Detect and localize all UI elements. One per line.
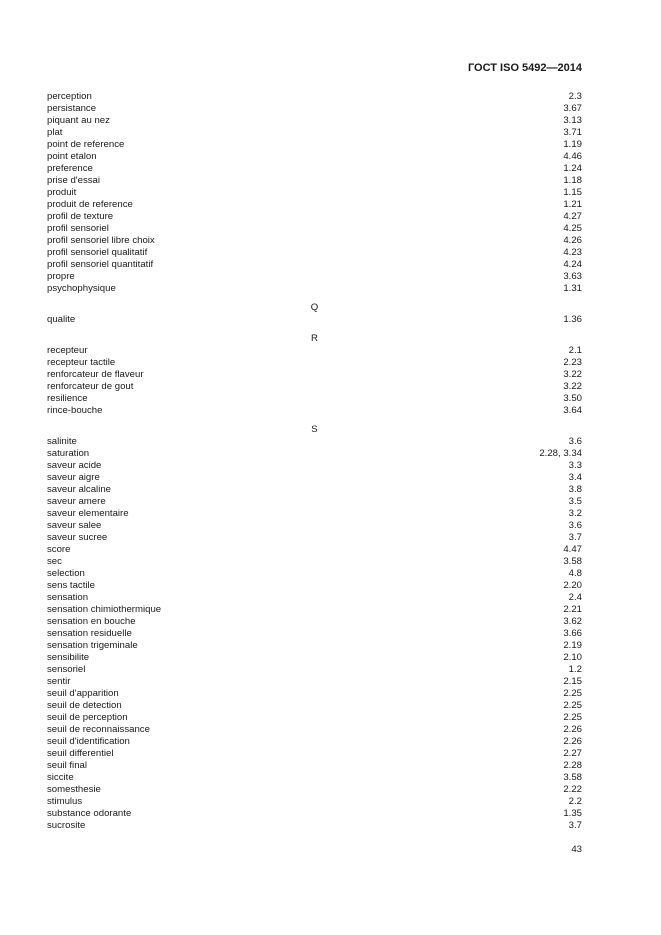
index-reference: 1.21 [563,199,582,210]
index-term: preference [47,163,93,174]
index-entry [47,314,582,326]
index-reference: 4.27 [563,211,582,222]
index-term: seuil differentiel [47,748,114,759]
index-entry [47,652,582,664]
index-term: salinite [47,436,77,447]
index-entry [47,235,582,247]
index-reference: 2.21 [563,604,582,615]
index-reference: 2.28 [563,760,582,771]
index-entry [47,91,582,103]
index-entry [47,712,582,724]
index-term: siccite [47,772,74,783]
index-reference: 1.36 [563,314,582,325]
index-reference: 3.58 [563,772,582,783]
index-term: seuil de detection [47,700,122,711]
index-reference: 3.71 [563,127,582,138]
index-reference: 3.6 [568,520,582,531]
index-entry [47,532,582,544]
index-term: rince-bouche [47,405,103,416]
index-reference: 4.8 [568,568,582,579]
index-term: seuil d'apparition [47,688,119,699]
index-reference: 2.27 [563,748,582,759]
index-entry [47,187,582,199]
index-entry [47,393,582,405]
index-reference: 2.4 [568,592,582,603]
index-reference: 3.50 [563,393,582,404]
index-entry [47,736,582,748]
index-term: recepteur tactile [47,357,116,368]
index-term: stimulus [47,796,83,807]
index-reference: 2.19 [563,640,582,651]
letter-text: Q [310,302,319,313]
index-term: saveur aigre [47,472,100,483]
index-term: sens tactile [47,580,95,591]
index-term: perception [47,91,92,102]
index-term: propre [47,271,75,282]
index-term: saveur sucree [47,532,108,543]
index-term: renforcateur de gout [47,381,134,392]
index-entry [47,381,582,393]
index-entry [47,259,582,271]
index-reference: 2.1 [568,345,582,356]
index-entry [47,640,582,652]
index-entry [47,724,582,736]
index-term: profil de texture [47,211,114,222]
index-term: seuil de reconnaissance [47,724,150,735]
index-entry [47,211,582,223]
index-entry [47,580,582,592]
index-term: psychophysique [47,283,116,294]
index-reference: 2.28, 3.34 [539,448,582,459]
index-reference: 1.24 [563,163,582,174]
index-entry [47,127,582,139]
index-entry [47,247,582,259]
index-reference: 3.4 [568,472,582,483]
index-reference: 3.8 [568,484,582,495]
index-reference: 4.25 [563,223,582,234]
index-reference: 4.46 [563,151,582,162]
index-term: sensation trigeminale [47,640,138,651]
index-reference: 3.6 [568,436,582,447]
index-reference: 2.25 [563,688,582,699]
index-entry [47,520,582,532]
index-reference: 3.64 [563,405,582,416]
index-entry [47,460,582,472]
index-term: substance odorante [47,808,132,819]
page-number: 43 [571,844,582,855]
index-term: sensibilite [47,652,90,663]
index-term: profil sensoriel qualitatif [47,247,148,258]
index-entry [47,796,582,808]
index-term: produit de reference [47,199,133,210]
index-entry [47,448,582,460]
index-term: profil sensoriel [47,223,109,234]
index-entry [47,556,582,568]
index-entry [47,760,582,772]
letter-text: S [311,424,318,435]
index-entry [47,151,582,163]
index-reference: 1.31 [563,283,582,294]
index-reference: 2.25 [563,712,582,723]
index-entry [47,628,582,640]
index-entry [47,163,582,175]
index-entry [47,604,582,616]
index-reference: 3.58 [563,556,582,567]
index-term: saveur acide [47,460,102,471]
index-term: sec [47,556,62,567]
index-entry [47,103,582,115]
index-term: point etalon [47,151,97,162]
index-entry [47,676,582,688]
index-entry [47,700,582,712]
index-reference: 3.2 [568,508,582,519]
index-reference: 4.24 [563,259,582,270]
index-reference: 2.20 [563,580,582,591]
index-reference: 3.7 [568,820,582,831]
index-term: selection [47,568,85,579]
index-reference: 2.22 [563,784,582,795]
index-term: produit [47,187,77,198]
index-entry [47,484,582,496]
index-term: resilience [47,393,88,404]
index-entry [47,808,582,820]
index-reference: 2.15 [563,676,582,687]
index-term: plat [47,127,63,138]
index-term: saveur alcaline [47,484,111,495]
index-term: point de reference [47,139,125,150]
index-entry [47,664,582,676]
index-entry [47,496,582,508]
index-term: profil sensoriel quantitatif [47,259,154,270]
index-term: piquant au nez [47,115,110,126]
index-term: sentir [47,676,71,687]
index-term: sensoriel [47,664,86,675]
index-entry [47,369,582,381]
index-letter-heading [47,333,582,345]
index-reference: 2.3 [568,91,582,102]
index-reference: 2.2 [568,796,582,807]
index-term: sensation chimiothermique [47,604,162,615]
index-reference: 3.22 [563,369,582,380]
index-entry [47,345,582,357]
index-reference: 2.26 [563,724,582,735]
index-term: somesthesie [47,784,101,795]
index-entry [47,508,582,520]
index-term: saturation [47,448,90,459]
index-term: saveur salee [47,520,102,531]
index-reference: 4.47 [563,544,582,555]
index-term: sensation [47,592,89,603]
index-entry [47,357,582,369]
index-term: seuil final [47,760,87,771]
index-term: sensation residuelle [47,628,132,639]
index-letter-heading [47,302,582,314]
index-term: qualite [47,314,76,325]
index-term: score [47,544,71,555]
index-reference: 3.3 [568,460,582,471]
alphabetical-index [47,91,582,832]
index-entry [47,472,582,484]
index-entry [47,748,582,760]
index-term: saveur amere [47,496,106,507]
index-reference: 3.63 [563,271,582,282]
index-term: sucrosite [47,820,86,831]
index-term: prise d'essai [47,175,101,186]
index-term: seuil de perception [47,712,128,723]
index-entry [47,139,582,151]
index-reference: 3.67 [563,103,582,114]
index-entry [47,223,582,235]
index-entry [47,568,582,580]
index-entry [47,405,582,417]
index-reference: 3.13 [563,115,582,126]
index-letter-heading [47,424,582,436]
document-header: ГОСТ ISO 5492—2014 [467,62,582,74]
index-term: seuil d'identification [47,736,130,747]
index-entry [47,688,582,700]
index-term: saveur elementaire [47,508,129,519]
index-term: recepteur [47,345,88,356]
letter-text: R [311,333,318,344]
index-reference: 2.23 [563,357,582,368]
index-entry [47,592,582,604]
index-reference: 1.2 [568,664,582,675]
index-entry [47,616,582,628]
index-reference: 2.10 [563,652,582,663]
index-entry [47,283,582,295]
index-term: persistance [47,103,97,114]
index-term: profil sensoriel libre choix [47,235,155,246]
index-term: sensation en bouche [47,616,136,627]
index-entry [47,820,582,832]
index-entry [47,175,582,187]
index-reference: 4.23 [563,247,582,258]
index-entry [47,544,582,556]
index-reference: 3.7 [568,532,582,543]
index-reference: 2.26 [563,736,582,747]
index-reference: 1.15 [563,187,582,198]
index-reference: 3.62 [563,616,582,627]
index-reference: 3.22 [563,381,582,392]
index-entry [47,271,582,283]
index-entry [47,115,582,127]
index-reference: 3.66 [563,628,582,639]
index-reference: 1.18 [563,175,582,186]
index-reference: 4.26 [563,235,582,246]
index-reference: 1.19 [563,139,582,150]
index-reference: 2.25 [563,700,582,711]
index-entry [47,772,582,784]
index-reference: 3.5 [568,496,582,507]
index-reference: 1.35 [563,808,582,819]
index-entry [47,436,582,448]
index-entry [47,199,582,211]
index-entry [47,784,582,796]
index-term: renforcateur de flaveur [47,369,144,380]
